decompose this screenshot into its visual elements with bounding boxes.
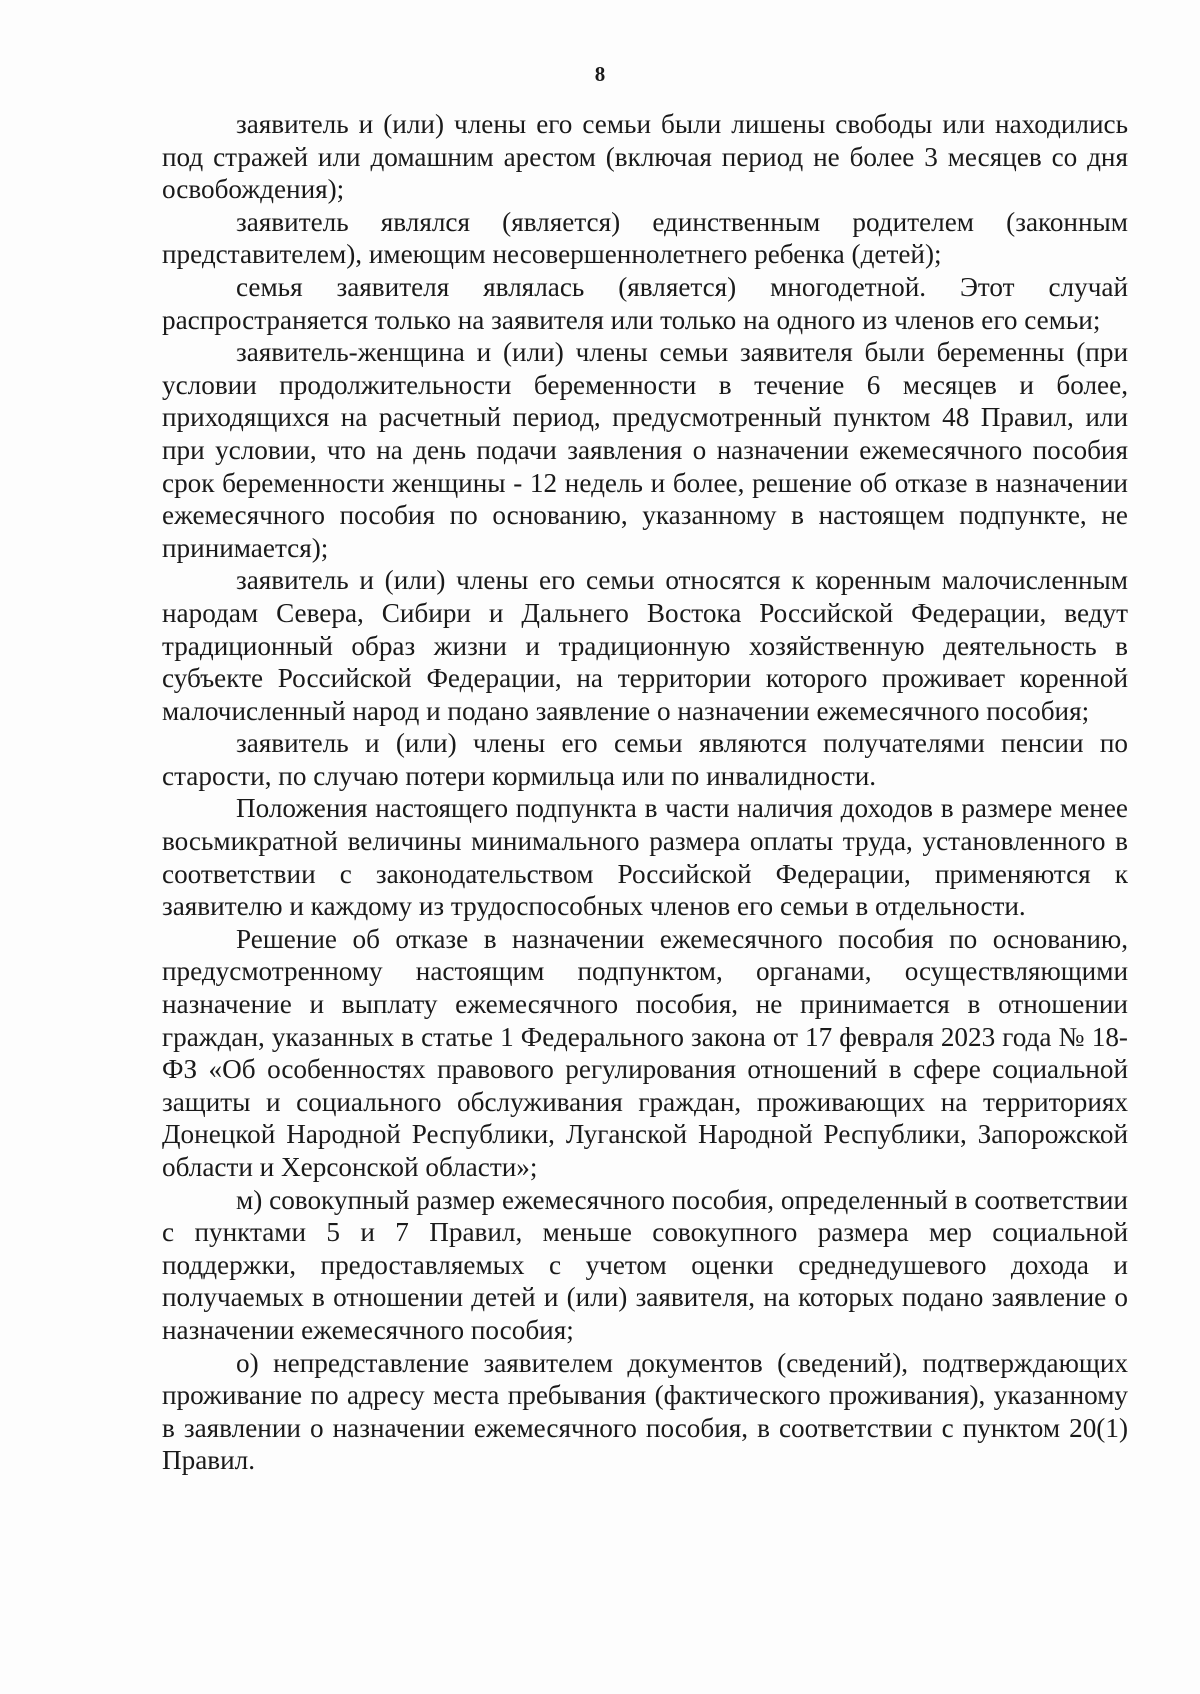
paragraph-income-provisions: Положения настоящего подпункта в части наличия доходов в размере менее восьмикратной величины минимального размера оплаты труда, установленного в соответствии с законодательством Российской Федерации, применяются к заявителю и каждому из трудоспособных членов его семьи в отдельности. xyxy=(162,793,1128,922)
paragraph-item-o: о) непредставление заявителем документов (сведений), подтверждающих проживание по адресу места пребывания (фактического проживания), указанному в заявлении о назначении ежемесячного пособия, в соответствии с пунктом 20(1) Правил. xyxy=(162,1347,1128,1476)
paragraph-item-m: м) совокупный размер ежемесячного пособия, определенный в соответствии с пунктами 5 и 7 Правил, меньше совокупного размера мер социальной поддержки, предоставляемых с учетом оценки среднедушевого дохода и получаемых в отношении детей и (или) заявителя, на которых подано заявление о назначении ежемесячного пособия; xyxy=(162,1184,1128,1345)
paragraph-deprivation-of-liberty: заявитель и (или) члены его семьи были лишены свободы или находились под стражей или домашним арестом (включая период не более 3 месяцев со дня освобождения); xyxy=(162,109,1128,205)
paragraph-refusal-exception: Решение об отказе в назначении ежемесячного пособия по основанию, предусмотренному настоящим подпунктом, органами, осуществляющими назначение и выплату ежемесячного пособия, не принимается в отношении граждан, указанных в статье 1 Федерального закона от 17 февраля 2023 года № 18-ФЗ «Об особенностях правового регулирования отношений в сфере социальной защиты и социального обслуживания граждан, проживающих на территориях Донецкой Народной Республики, Луганской Народной Республики, Запорожской области и Херсонской области»; xyxy=(162,923,1128,1182)
paragraph-indigenous-peoples: заявитель и (или) члены его семьи относятся к коренным малочисленным народам Севера, Сибири и Дальнего Востока Российской Федерации, ведут традиционный образ жизни и традиционную хозяйственную деятельность в субъекте Российской Федерации, на территории которого проживает коренной малочисленный народ и подано заявление о назначении ежемесячного пособия; xyxy=(162,565,1128,726)
paragraph-single-parent: заявитель являлся (является) единственным родителем (законным представителем), имеющим несовершеннолетнего ребенка (детей); xyxy=(162,206,1128,270)
page-number: 8 xyxy=(594,62,606,86)
document-body xyxy=(162,108,1128,1477)
paragraph-large-family: семья заявителя являлась (является) многодетной. Этот случай распространяется только на заявителя или только на одного из членов его семьи; xyxy=(162,271,1128,335)
paragraph-pregnancy: заявитель-женщина и (или) члены семьи заявителя были беременны (при условии продолжительности беременности в течение 6 месяцев и более, приходящихся на расчетный период, предусмотренный пунктом 48 Правил, или при условии, что на день подачи заявления о назначении ежемесячного пособия срок беременности женщины - 12 недель и более, решение об отказе в назначении ежемесячного пособия по основанию, указанному в настоящем подпункте, не принимается); xyxy=(162,337,1128,563)
paragraph-pension-recipients: заявитель и (или) члены его семьи являются получателями пенсии по старости, по случаю потери кормильца или по инвалидности. xyxy=(162,728,1128,791)
